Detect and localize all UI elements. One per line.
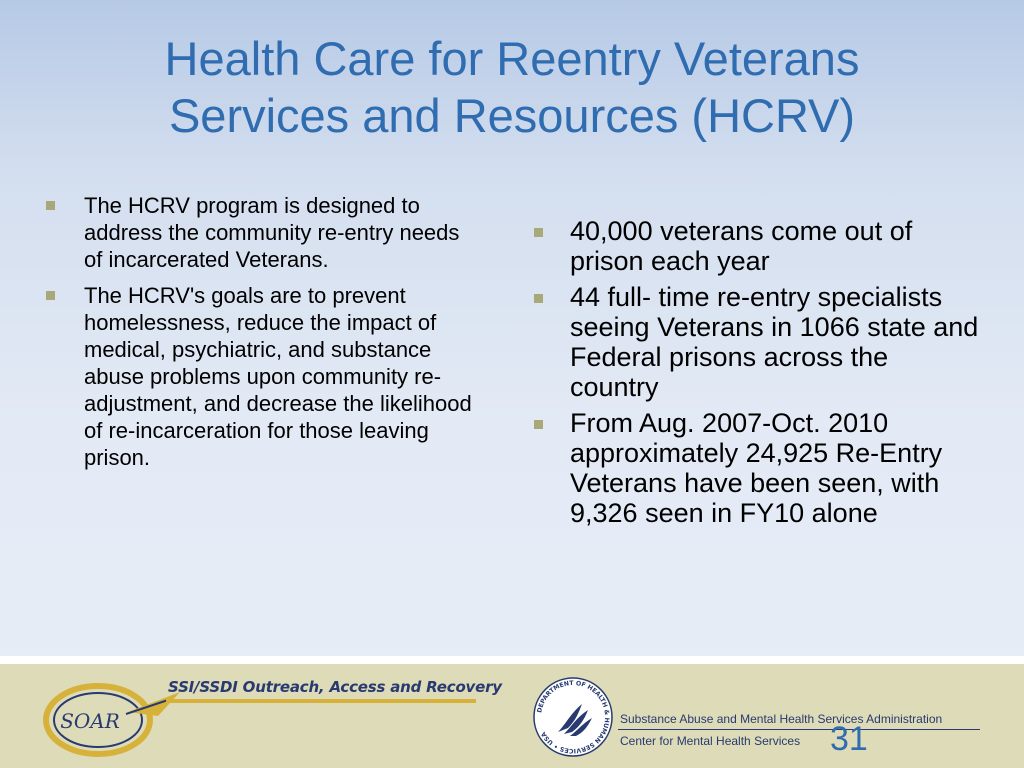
bullet-text: From Aug. 2007-Oct. 2010 approximately 24,925 Re-Entry Veterans have been seen, with 9,326 seen in FY10 alone [570, 408, 943, 528]
square-bullet-icon [46, 291, 55, 300]
bullet-text: 40,000 veterans come out of prison each year [570, 216, 913, 276]
cmhs-name: Center for Mental Health Services [620, 734, 801, 748]
soar-logo-wordmark: SOAR [60, 709, 120, 733]
slide-title [40, 30, 984, 144]
bullet-text: The HCRV program is designed to address the community re-entry needs of incarcerated Veterans. [84, 193, 460, 272]
soar-tagline-underline [166, 699, 476, 703]
square-bullet-icon [534, 228, 543, 237]
left-bullet-list [46, 192, 476, 480]
square-bullet-icon [46, 201, 55, 210]
right-bullet-list [531, 216, 981, 534]
list-item [531, 282, 981, 402]
bullet-text: The HCRV's goals are to prevent homelessness, reduce the impact of medical, psychiatric, and substance abuse problems upon community re-adjustment, and decrease the likelihood of re-incarceration for those leaving prison. [84, 283, 472, 470]
square-bullet-icon [534, 294, 543, 303]
list-item [531, 216, 981, 276]
footer-divider [0, 656, 1024, 664]
page-number: 31 [830, 720, 868, 758]
soar-tagline: SSI/SSDI Outreach, Access and Recovery [168, 678, 502, 696]
samhsa-divider [618, 729, 980, 730]
list-item [531, 408, 981, 528]
slide-title-line-1: Health Care for Reentry Veterans [164, 32, 860, 85]
square-bullet-icon [534, 420, 543, 429]
list-item [46, 192, 476, 273]
bullet-text: 44 full- time re-entry specialists seeing Veterans in 1066 state and Federal prisons across the country [570, 282, 979, 402]
hhs-seal-ring-text: DEPARTMENT OF HEALTH & HUMAN SERVICES • USA [536, 679, 611, 755]
slide-title-line-2: Services and Resources (HCRV) [168, 89, 856, 142]
list-item [46, 282, 476, 471]
hhs-seal-logo [532, 676, 614, 758]
samhsa-name: Substance Abuse and Mental Health Services Administration [620, 712, 943, 726]
